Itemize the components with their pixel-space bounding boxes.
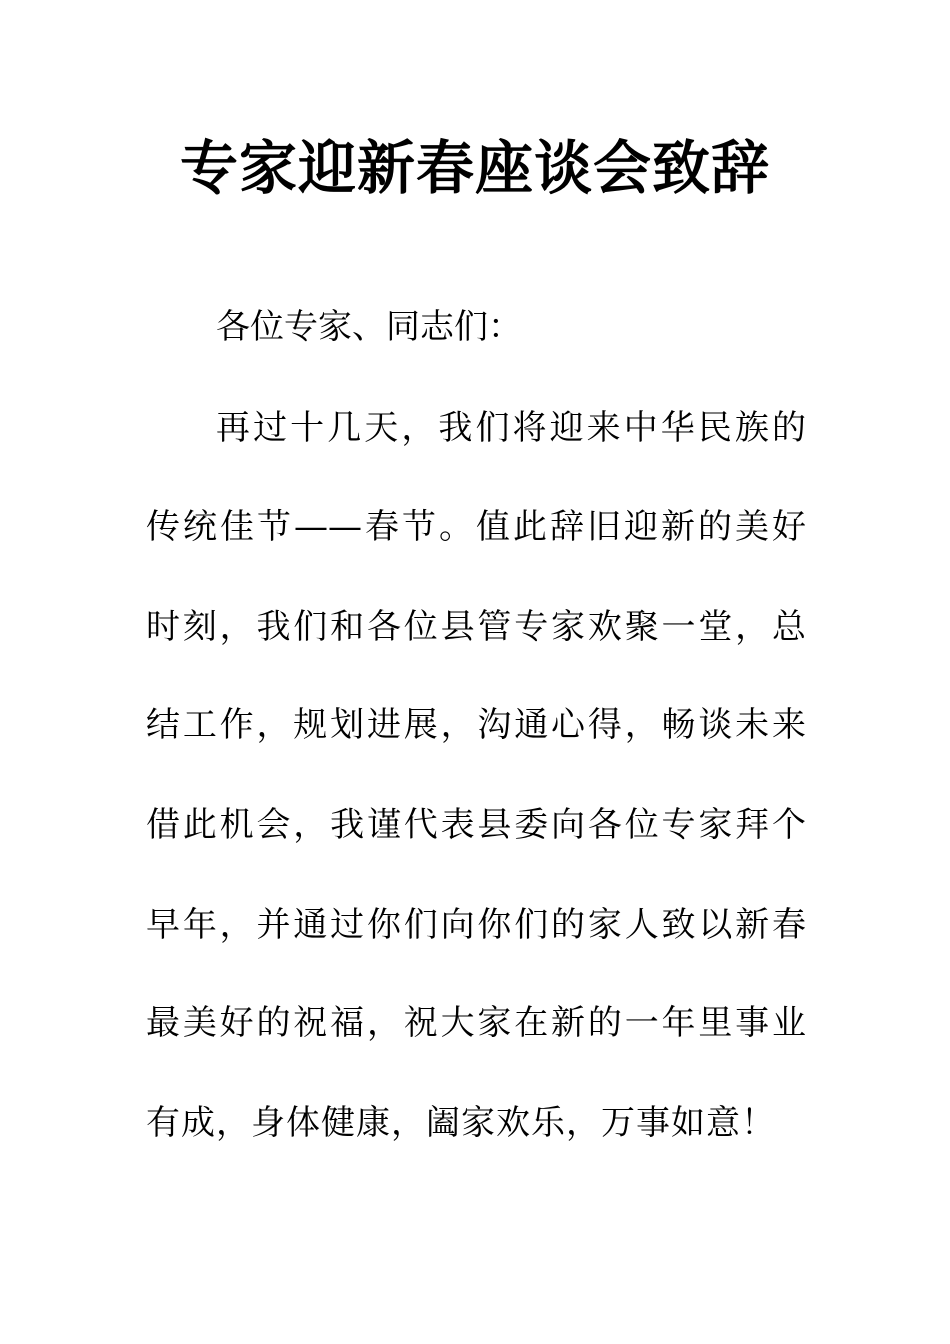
body-line-5: 借此机会，我谨代表县委向各位专家拜个 [146,805,806,845]
body-line-7: 最美好的祝福，祝大家在新的一年里事业 [146,1003,806,1043]
body-line-2: 传统佳节——春节。值此辞旧迎新的美好 [146,507,806,547]
body-line-3: 时刻，我们和各位县管专家欢聚一堂，总 [146,607,806,647]
body-line-4: 结工作，规划进展，沟通心得，畅谈未来 [146,705,806,745]
body-line-1: 再过十几天，我们将迎来中华民族的 [216,408,806,448]
document-title: 专家迎新春座谈会致辞 [179,134,770,202]
salutation: 各位专家、同志们： [216,307,522,347]
body-line-8: 有成，身体健康，阖家欢乐，万事如意！ [146,1103,776,1143]
body-line-6: 早年，并通过你们向你们的家人致以新春 [146,905,806,945]
